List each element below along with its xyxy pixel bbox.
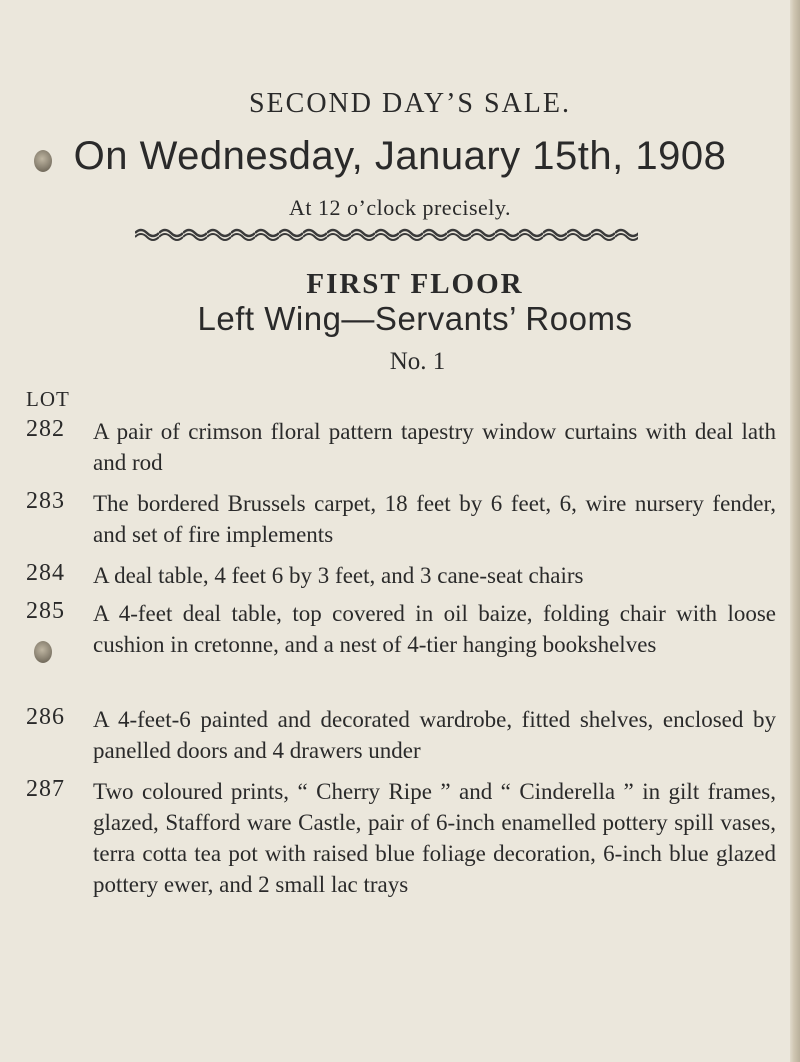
time-line: At 12 o’clock precisely. bbox=[289, 195, 511, 220]
lot-description: A deal table, 4 feet 6 by 3 feet, and 3 cane-seat chairs bbox=[93, 563, 584, 588]
lot-description: The bordered Brussels carpet, 18 feet by 6 feet, 6, wire nursery fender, and set of fire implements bbox=[93, 491, 776, 547]
lot-description: A 4-feet deal table, top covered in oil baize, folding chair with loose cushion in cretonne, and a nest of 4-tier hanging bookshelves bbox=[93, 601, 776, 657]
binding-hole bbox=[34, 641, 52, 663]
lot-description: A 4-feet-6 painted and decorated wardrobe, fitted shelves, enclosed by panelled doors and 4 drawers under bbox=[93, 707, 776, 763]
lot-number: 282 bbox=[26, 416, 65, 442]
lot-number: 286 bbox=[26, 704, 65, 730]
lot-description: Two coloured prints, “ Cherry Ripe ” and “ Cinderella ” in gilt frames, glazed, Stafford ware Castle, pair of 6-inch enamelled pottery spill vases, terra cotta tea pot with raised blue foliage decoration, 6-inch blue glazed pottery ewer, and 2 small lac trays bbox=[93, 779, 776, 897]
sale-title: SECOND DAY’S SALE. bbox=[248, 88, 571, 119]
room-number: No. 1 bbox=[389, 348, 446, 375]
lot-number: 285 bbox=[26, 598, 65, 624]
date-title: On Wednesday, January 15th, 1908 bbox=[73, 134, 727, 178]
lot-description: A pair of crimson floral pattern tapestry window curtains with deal lath and rod bbox=[93, 419, 776, 475]
lot-number: 287 bbox=[26, 776, 65, 802]
lot-column-header: LOT bbox=[26, 387, 70, 411]
ornamental-divider bbox=[135, 228, 638, 242]
lot-number: 284 bbox=[26, 560, 65, 586]
floor-title: FIRST FLOOR bbox=[306, 268, 524, 300]
lot-number: 283 bbox=[26, 488, 65, 514]
wing-title: Left Wing—Servants’ Rooms bbox=[197, 300, 633, 337]
